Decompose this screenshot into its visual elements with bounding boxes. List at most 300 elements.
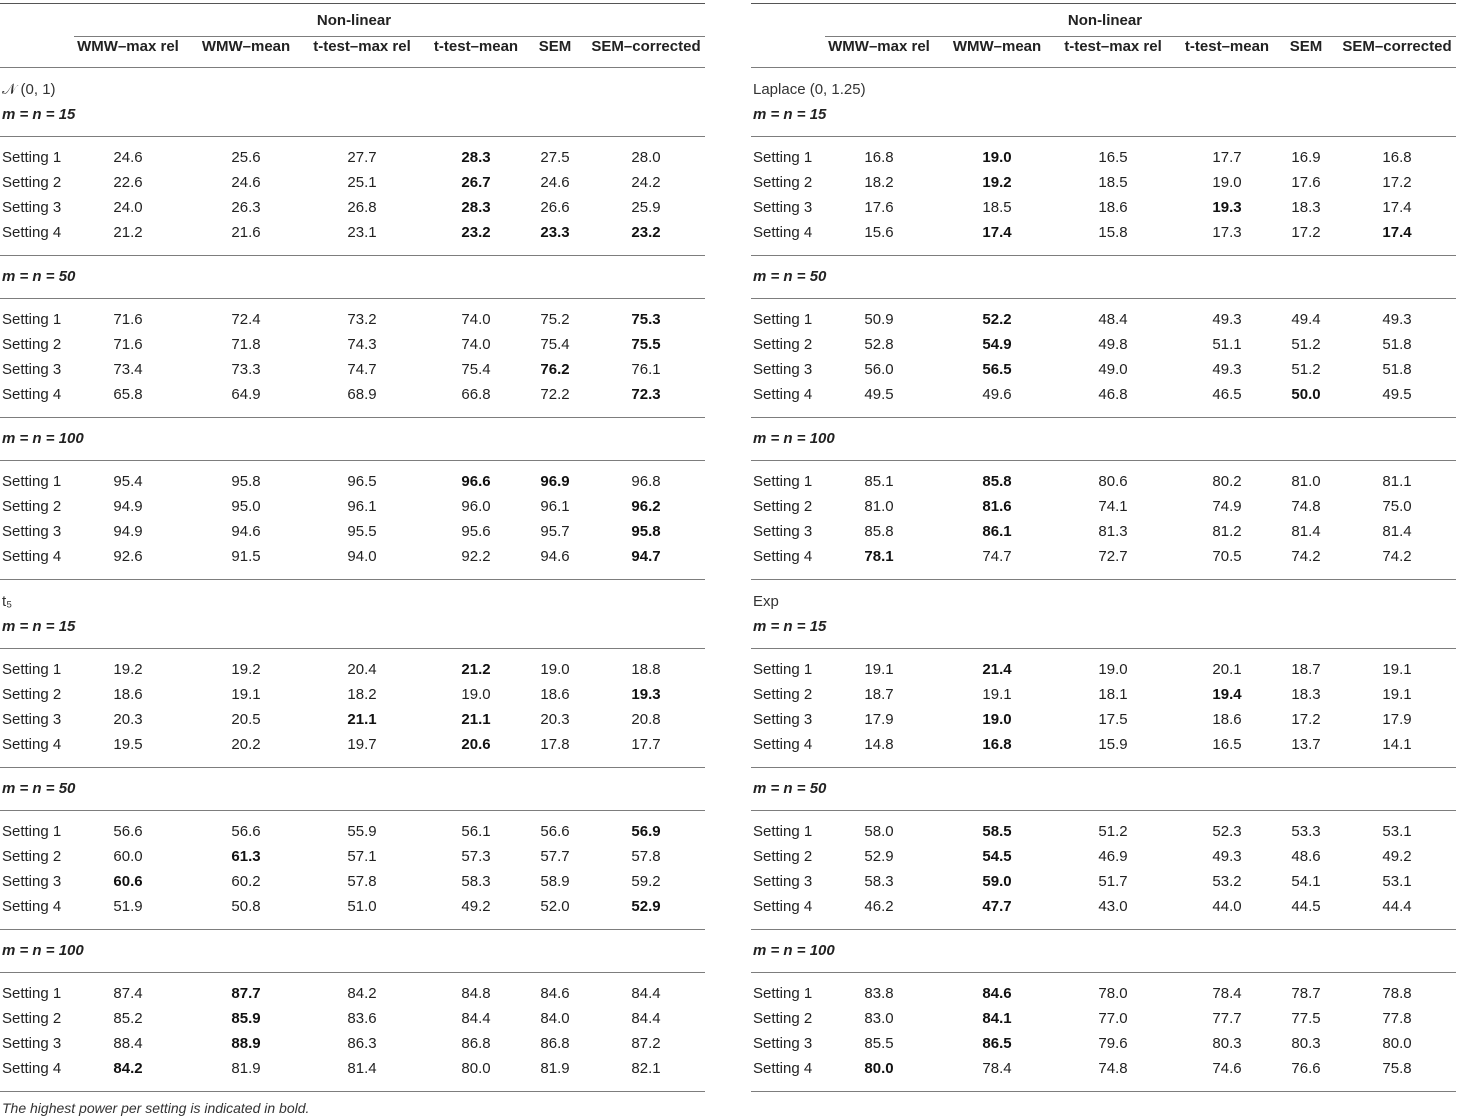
setting-label: Setting 3: [2, 1035, 62, 1052]
table-cell: 46.2: [864, 898, 894, 915]
table-cell: 74.9: [1212, 498, 1242, 515]
table-cell: 18.7: [1291, 661, 1321, 678]
table-cell: 19.5: [113, 736, 143, 753]
table-cell: 96.6: [461, 473, 491, 490]
table-cell: 19.2: [113, 661, 143, 678]
table-cell: 18.6: [113, 686, 143, 703]
sample-size-label: m = n = 50: [753, 780, 827, 797]
column-header: SEM: [538, 38, 572, 55]
table-cell: 20.6: [461, 736, 491, 753]
group-end-rule: [0, 417, 705, 418]
table-cell: 95.7: [540, 523, 570, 540]
table-cell: 96.2: [631, 498, 661, 515]
group-end-rule: [751, 579, 1456, 580]
table-cell: 27.5: [540, 149, 570, 166]
setting-label: Setting 1: [2, 311, 62, 328]
group-rule: [751, 648, 1456, 649]
table-cell: 27.7: [347, 149, 377, 166]
table-cell: 75.5: [631, 336, 661, 353]
table-cell: 88.9: [231, 1035, 261, 1052]
table-cell: 26.3: [231, 199, 261, 216]
group-rule: [751, 298, 1456, 299]
table-cell: 18.6: [1098, 199, 1128, 216]
setting-label: Setting 4: [753, 1060, 813, 1077]
table-cell: 17.6: [1291, 174, 1321, 191]
table-cell: 18.3: [1291, 686, 1321, 703]
table-cell: 18.6: [1212, 711, 1242, 728]
table-cell: 19.3: [1212, 199, 1242, 216]
table-cell: 52.9: [631, 898, 661, 915]
table-cell: 71.6: [113, 336, 143, 353]
table-cell: 74.0: [461, 311, 491, 328]
table-cell: 94.6: [540, 548, 570, 565]
table-cell: 26.7: [461, 174, 491, 191]
table-cell: 16.5: [1098, 149, 1128, 166]
column-header: SEM: [1289, 38, 1323, 55]
table-cell: 56.5: [982, 361, 1012, 378]
table-cell: 55.9: [347, 823, 377, 840]
table-cell: 73.2: [347, 311, 377, 328]
table-cell: 72.3: [631, 386, 661, 403]
table-cell: 72.2: [540, 386, 570, 403]
table-cell: 80.0: [1382, 1035, 1412, 1052]
table-cell: 15.6: [864, 224, 894, 241]
table-cell: 75.4: [461, 361, 491, 378]
table-cell: 57.8: [631, 848, 661, 865]
table-cell: 18.8: [631, 661, 661, 678]
table-cell: 19.1: [231, 686, 261, 703]
table-cell: 18.6: [540, 686, 570, 703]
table-cell: 75.4: [540, 336, 570, 353]
setting-label: Setting 2: [753, 848, 813, 865]
table-cell: 24.6: [231, 174, 261, 191]
table-cell: 91.5: [231, 548, 261, 565]
table-cell: 15.8: [1098, 224, 1128, 241]
table-cell: 81.9: [540, 1060, 570, 1077]
table-cell: 51.2: [1098, 823, 1128, 840]
table-cell: 74.1: [1098, 498, 1128, 515]
setting-label: Setting 3: [753, 523, 813, 540]
table-cell: 78.4: [1212, 985, 1242, 1002]
table-cell: 52.8: [864, 336, 894, 353]
table-cell: 14.1: [1382, 736, 1412, 753]
table-cell: 49.3: [1212, 848, 1242, 865]
column-header: t-test–mean: [433, 38, 519, 55]
header-rule: [751, 67, 1456, 68]
table-cell: 19.2: [982, 174, 1012, 191]
table-cell: 73.3: [231, 361, 261, 378]
group-rule: [751, 810, 1456, 811]
table-cell: 16.5: [1212, 736, 1242, 753]
table-cell: 74.8: [1098, 1060, 1128, 1077]
table-cell: 17.9: [1382, 711, 1412, 728]
table-cell: 49.4: [1291, 311, 1321, 328]
table-cell: 84.0: [540, 1010, 570, 1027]
sample-size-label: m = n = 100: [753, 942, 835, 959]
table-cell: 18.5: [1098, 174, 1128, 191]
table-cell: 56.1: [461, 823, 491, 840]
setting-label: Setting 3: [2, 361, 62, 378]
table-cell: 18.7: [864, 686, 894, 703]
table-cell: 19.0: [982, 711, 1012, 728]
table-cell: 23.1: [347, 224, 377, 241]
table-cell: 76.6: [1291, 1060, 1321, 1077]
group-end-rule: [751, 255, 1456, 256]
sample-size-label: m = n = 15: [2, 618, 76, 635]
table-cell: 19.7: [347, 736, 377, 753]
setting-label: Setting 3: [753, 199, 813, 216]
group-rule: [0, 972, 705, 973]
setting-label: Setting 4: [2, 548, 62, 565]
table-cell: 83.6: [347, 1010, 377, 1027]
setting-label: Setting 2: [2, 336, 62, 353]
table-cell: 84.8: [461, 985, 491, 1002]
table-cell: 51.2: [1291, 361, 1321, 378]
table-cell: 92.2: [461, 548, 491, 565]
setting-label: Setting 4: [753, 548, 813, 565]
group-rule: [0, 810, 705, 811]
table-cell: 19.0: [1098, 661, 1128, 678]
table-cell: 84.6: [540, 985, 570, 1002]
table-cell: 85.9: [231, 1010, 261, 1027]
table-cell: 49.6: [982, 386, 1012, 403]
table-cell: 58.5: [982, 823, 1012, 840]
table-cell: 78.8: [1382, 985, 1412, 1002]
table-cell: 28.3: [461, 199, 491, 216]
table-cell: 17.2: [1291, 224, 1321, 241]
table-cell: 83.0: [864, 1010, 894, 1027]
table-cell: 19.4: [1212, 686, 1242, 703]
table-cell: 80.6: [1098, 473, 1128, 490]
group-end-rule: [0, 929, 705, 930]
table-cell: 50.0: [1291, 386, 1321, 403]
table-cell: 94.0: [347, 548, 377, 565]
table-cell: 60.0: [113, 848, 143, 865]
table-cell: 58.9: [540, 873, 570, 890]
table-cell: 44.4: [1382, 898, 1412, 915]
setting-label: Setting 2: [2, 498, 62, 515]
table-cell: 21.1: [347, 711, 377, 728]
setting-label: Setting 3: [753, 361, 813, 378]
table-cell: 57.3: [461, 848, 491, 865]
column-header: SEM–corrected: [591, 38, 701, 55]
table-cell: 65.8: [113, 386, 143, 403]
group-rule: [0, 460, 705, 461]
table-cell: 24.0: [113, 199, 143, 216]
table-cell: 74.7: [982, 548, 1012, 565]
table-cell: 20.3: [113, 711, 143, 728]
table-cell: 81.0: [1291, 473, 1321, 490]
column-header: t-test–mean: [1184, 38, 1270, 55]
table-cell: 56.0: [864, 361, 894, 378]
table-cell: 94.9: [113, 523, 143, 540]
setting-label: Setting 4: [753, 736, 813, 753]
table-cell: 96.1: [540, 498, 570, 515]
sample-size-label: m = n = 15: [753, 618, 827, 635]
table-cell: 77.8: [1382, 1010, 1412, 1027]
setting-label: Setting 2: [753, 1010, 813, 1027]
table-cell: 95.4: [113, 473, 143, 490]
table-cell: 56.6: [540, 823, 570, 840]
table-cell: 78.4: [982, 1060, 1012, 1077]
setting-label: Setting 4: [2, 224, 62, 241]
table-cell: 75.3: [631, 311, 661, 328]
table-cell: 84.6: [982, 985, 1012, 1002]
table-cell: 81.1: [1382, 473, 1412, 490]
table-cell: 96.9: [540, 473, 570, 490]
table-cell: 52.3: [1212, 823, 1242, 840]
table-cell: 87.2: [631, 1035, 661, 1052]
table-cell: 54.1: [1291, 873, 1321, 890]
table-cell: 17.2: [1291, 711, 1321, 728]
table-cell: 28.0: [631, 149, 661, 166]
column-header: SEM–corrected: [1342, 38, 1452, 55]
table-cell: 76.1: [631, 361, 661, 378]
setting-label: Setting 4: [2, 736, 62, 753]
table-cell: 19.3: [631, 686, 661, 703]
table-cell: 81.6: [982, 498, 1012, 515]
table-cell: 54.9: [982, 336, 1012, 353]
table-cell: 49.8: [1098, 336, 1128, 353]
column-header: WMW–mean: [201, 38, 291, 55]
table-cell: 94.6: [231, 523, 261, 540]
table-cell: 96.8: [631, 473, 661, 490]
table-cell: 85.8: [864, 523, 894, 540]
setting-label: Setting 3: [2, 199, 62, 216]
setting-label: Setting 3: [2, 711, 62, 728]
table-cell: 52.2: [982, 311, 1012, 328]
setting-label: Setting 1: [753, 311, 813, 328]
table-cell: 58.0: [864, 823, 894, 840]
table-cell: 85.1: [864, 473, 894, 490]
setting-label: Setting 1: [753, 661, 813, 678]
setting-label: Setting 3: [753, 873, 813, 890]
sample-size-label: m = n = 100: [753, 430, 835, 447]
table-cell: 84.1: [982, 1010, 1012, 1027]
table-cell: 43.0: [1098, 898, 1128, 915]
table-cell: 14.8: [864, 736, 894, 753]
sample-size-label: m = n = 100: [2, 430, 84, 447]
sample-size-label: m = n = 50: [753, 268, 827, 285]
table-cell: 87.4: [113, 985, 143, 1002]
table-cell: 81.0: [864, 498, 894, 515]
table-cell: 57.1: [347, 848, 377, 865]
table-cell: 19.2: [231, 661, 261, 678]
sample-size-label: m = n = 100: [2, 942, 84, 959]
table-cell: 51.7: [1098, 873, 1128, 890]
top-rule: [0, 3, 705, 4]
table-cell: 52.0: [540, 898, 570, 915]
table-cell: 54.5: [982, 848, 1012, 865]
table-cell: 86.8: [540, 1035, 570, 1052]
group-end-rule: [0, 767, 705, 768]
table-cell: 81.4: [347, 1060, 377, 1077]
group-end-rule: [0, 255, 705, 256]
distribution-label: t₅: [2, 593, 13, 610]
table-cell: 21.2: [461, 661, 491, 678]
group-rule: [0, 136, 705, 137]
table-cell: 25.1: [347, 174, 377, 191]
table-cell: 80.2: [1212, 473, 1242, 490]
table-cell: 85.8: [982, 473, 1012, 490]
table-cell: 96.5: [347, 473, 377, 490]
setting-label: Setting 3: [753, 711, 813, 728]
setting-label: Setting 4: [2, 898, 62, 915]
setting-label: Setting 1: [2, 823, 62, 840]
column-header: WMW–max rel: [77, 38, 179, 55]
table-cell: 20.5: [231, 711, 261, 728]
table-cell: 19.1: [864, 661, 894, 678]
table-cell: 19.0: [1212, 174, 1242, 191]
table-cell: 70.5: [1212, 548, 1242, 565]
table-cell: 24.2: [631, 174, 661, 191]
table-cell: 83.8: [864, 985, 894, 1002]
setting-label: Setting 4: [753, 224, 813, 241]
table-cell: 48.6: [1291, 848, 1321, 865]
table-cell: 95.8: [631, 523, 661, 540]
table-cell: 72.4: [231, 311, 261, 328]
table-cell: 13.7: [1291, 736, 1321, 753]
table-cell: 22.6: [113, 174, 143, 191]
table-cell: 49.3: [1212, 361, 1242, 378]
setting-label: Setting 1: [2, 149, 62, 166]
table-cell: 96.1: [347, 498, 377, 515]
table-cell: 20.8: [631, 711, 661, 728]
table-cell: 71.8: [231, 336, 261, 353]
table-cell: 49.3: [1212, 311, 1242, 328]
setting-label: Setting 3: [753, 1035, 813, 1052]
table-cell: 28.3: [461, 149, 491, 166]
setting-label: Setting 2: [2, 174, 62, 191]
table-cell: 50.9: [864, 311, 894, 328]
table-cell: 18.1: [1098, 686, 1128, 703]
table-cell: 23.2: [461, 224, 491, 241]
sample-size-label: m = n = 15: [753, 106, 827, 123]
table-cell: 94.7: [631, 548, 661, 565]
nonlinear-header: Non-linear: [316, 12, 392, 29]
table-cell: 80.0: [461, 1060, 491, 1077]
table-cell: 21.4: [982, 661, 1012, 678]
table-cell: 77.5: [1291, 1010, 1321, 1027]
setting-label: Setting 2: [2, 686, 62, 703]
table-cell: 95.5: [347, 523, 377, 540]
table-cell: 85.5: [864, 1035, 894, 1052]
distribution-label: Laplace (0, 1.25): [753, 81, 866, 98]
table-cell: 79.6: [1098, 1035, 1128, 1052]
table-cell: 24.6: [540, 174, 570, 191]
table-cell: 95.6: [461, 523, 491, 540]
table-cell: 17.5: [1098, 711, 1128, 728]
table-cell: 84.2: [113, 1060, 143, 1077]
table-cell: 26.6: [540, 199, 570, 216]
table-cell: 44.5: [1291, 898, 1321, 915]
group-end-rule: [0, 1091, 705, 1092]
table-cell: 56.6: [113, 823, 143, 840]
table-cell: 80.3: [1291, 1035, 1321, 1052]
table-cell: 86.5: [982, 1035, 1012, 1052]
table-cell: 19.1: [982, 686, 1012, 703]
table-cell: 18.5: [982, 199, 1012, 216]
top-rule: [751, 3, 1456, 4]
table-cell: 53.3: [1291, 823, 1321, 840]
table-cell: 49.2: [461, 898, 491, 915]
table-cell: 21.2: [113, 224, 143, 241]
table-cell: 18.2: [347, 686, 377, 703]
table-cell: 26.8: [347, 199, 377, 216]
table-cell: 21.6: [231, 224, 261, 241]
table-cell: 77.7: [1212, 1010, 1242, 1027]
table-cell: 17.4: [1382, 199, 1412, 216]
setting-label: Setting 2: [753, 686, 813, 703]
table-cell: 17.2: [1382, 174, 1412, 191]
table-cell: 73.4: [113, 361, 143, 378]
table-cell: 53.1: [1382, 823, 1412, 840]
table-cell: 21.1: [461, 711, 491, 728]
table-cell: 84.4: [631, 985, 661, 1002]
table-cell: 17.8: [540, 736, 570, 753]
table-cell: 17.7: [631, 736, 661, 753]
table-cell: 53.2: [1212, 873, 1242, 890]
table-cell: 50.8: [231, 898, 261, 915]
table-cell: 17.6: [864, 199, 894, 216]
column-header: WMW–mean: [952, 38, 1042, 55]
table-cell: 81.3: [1098, 523, 1128, 540]
table-cell: 85.2: [113, 1010, 143, 1027]
table-cell: 20.2: [231, 736, 261, 753]
table-cell: 59.2: [631, 873, 661, 890]
table-cell: 23.2: [631, 224, 661, 241]
table-cell: 17.3: [1212, 224, 1242, 241]
table-cell: 19.0: [540, 661, 570, 678]
table-cell: 59.0: [982, 873, 1012, 890]
setting-label: Setting 4: [753, 898, 813, 915]
table-cell: 80.3: [1212, 1035, 1242, 1052]
table-cell: 46.5: [1212, 386, 1242, 403]
table-cell: 51.2: [1291, 336, 1321, 353]
table-cell: 49.0: [1098, 361, 1128, 378]
setting-label: Setting 2: [753, 174, 813, 191]
column-header: t-test–max rel: [1064, 38, 1162, 55]
table-cell: 51.8: [1382, 361, 1412, 378]
table-cell: 51.9: [113, 898, 143, 915]
table-cell: 20.3: [540, 711, 570, 728]
setting-label: Setting 4: [2, 386, 62, 403]
table-cell: 58.3: [864, 873, 894, 890]
header-rule: [0, 67, 705, 68]
group-rule: [751, 460, 1456, 461]
table-cell: 25.6: [231, 149, 261, 166]
table-cell: 46.8: [1098, 386, 1128, 403]
setting-label: Setting 2: [753, 336, 813, 353]
table-cell: 78.7: [1291, 985, 1321, 1002]
group-end-rule: [751, 417, 1456, 418]
table-cell: 20.4: [347, 661, 377, 678]
table-cell: 18.3: [1291, 199, 1321, 216]
group-rule: [0, 648, 705, 649]
table-cell: 81.4: [1382, 523, 1412, 540]
table-cell: 81.2: [1212, 523, 1242, 540]
header-underline: [825, 36, 1456, 37]
table-cell: 80.0: [864, 1060, 894, 1077]
table-cell: 84.4: [631, 1010, 661, 1027]
table-cell: 74.2: [1382, 548, 1412, 565]
table-cell: 86.3: [347, 1035, 377, 1052]
table-cell: 71.6: [113, 311, 143, 328]
table-footnote: The highest power per setting is indicated in bold.: [2, 1100, 310, 1116]
table-cell: 20.1: [1212, 661, 1242, 678]
table-cell: 17.4: [1382, 224, 1412, 241]
table-cell: 53.1: [1382, 873, 1412, 890]
